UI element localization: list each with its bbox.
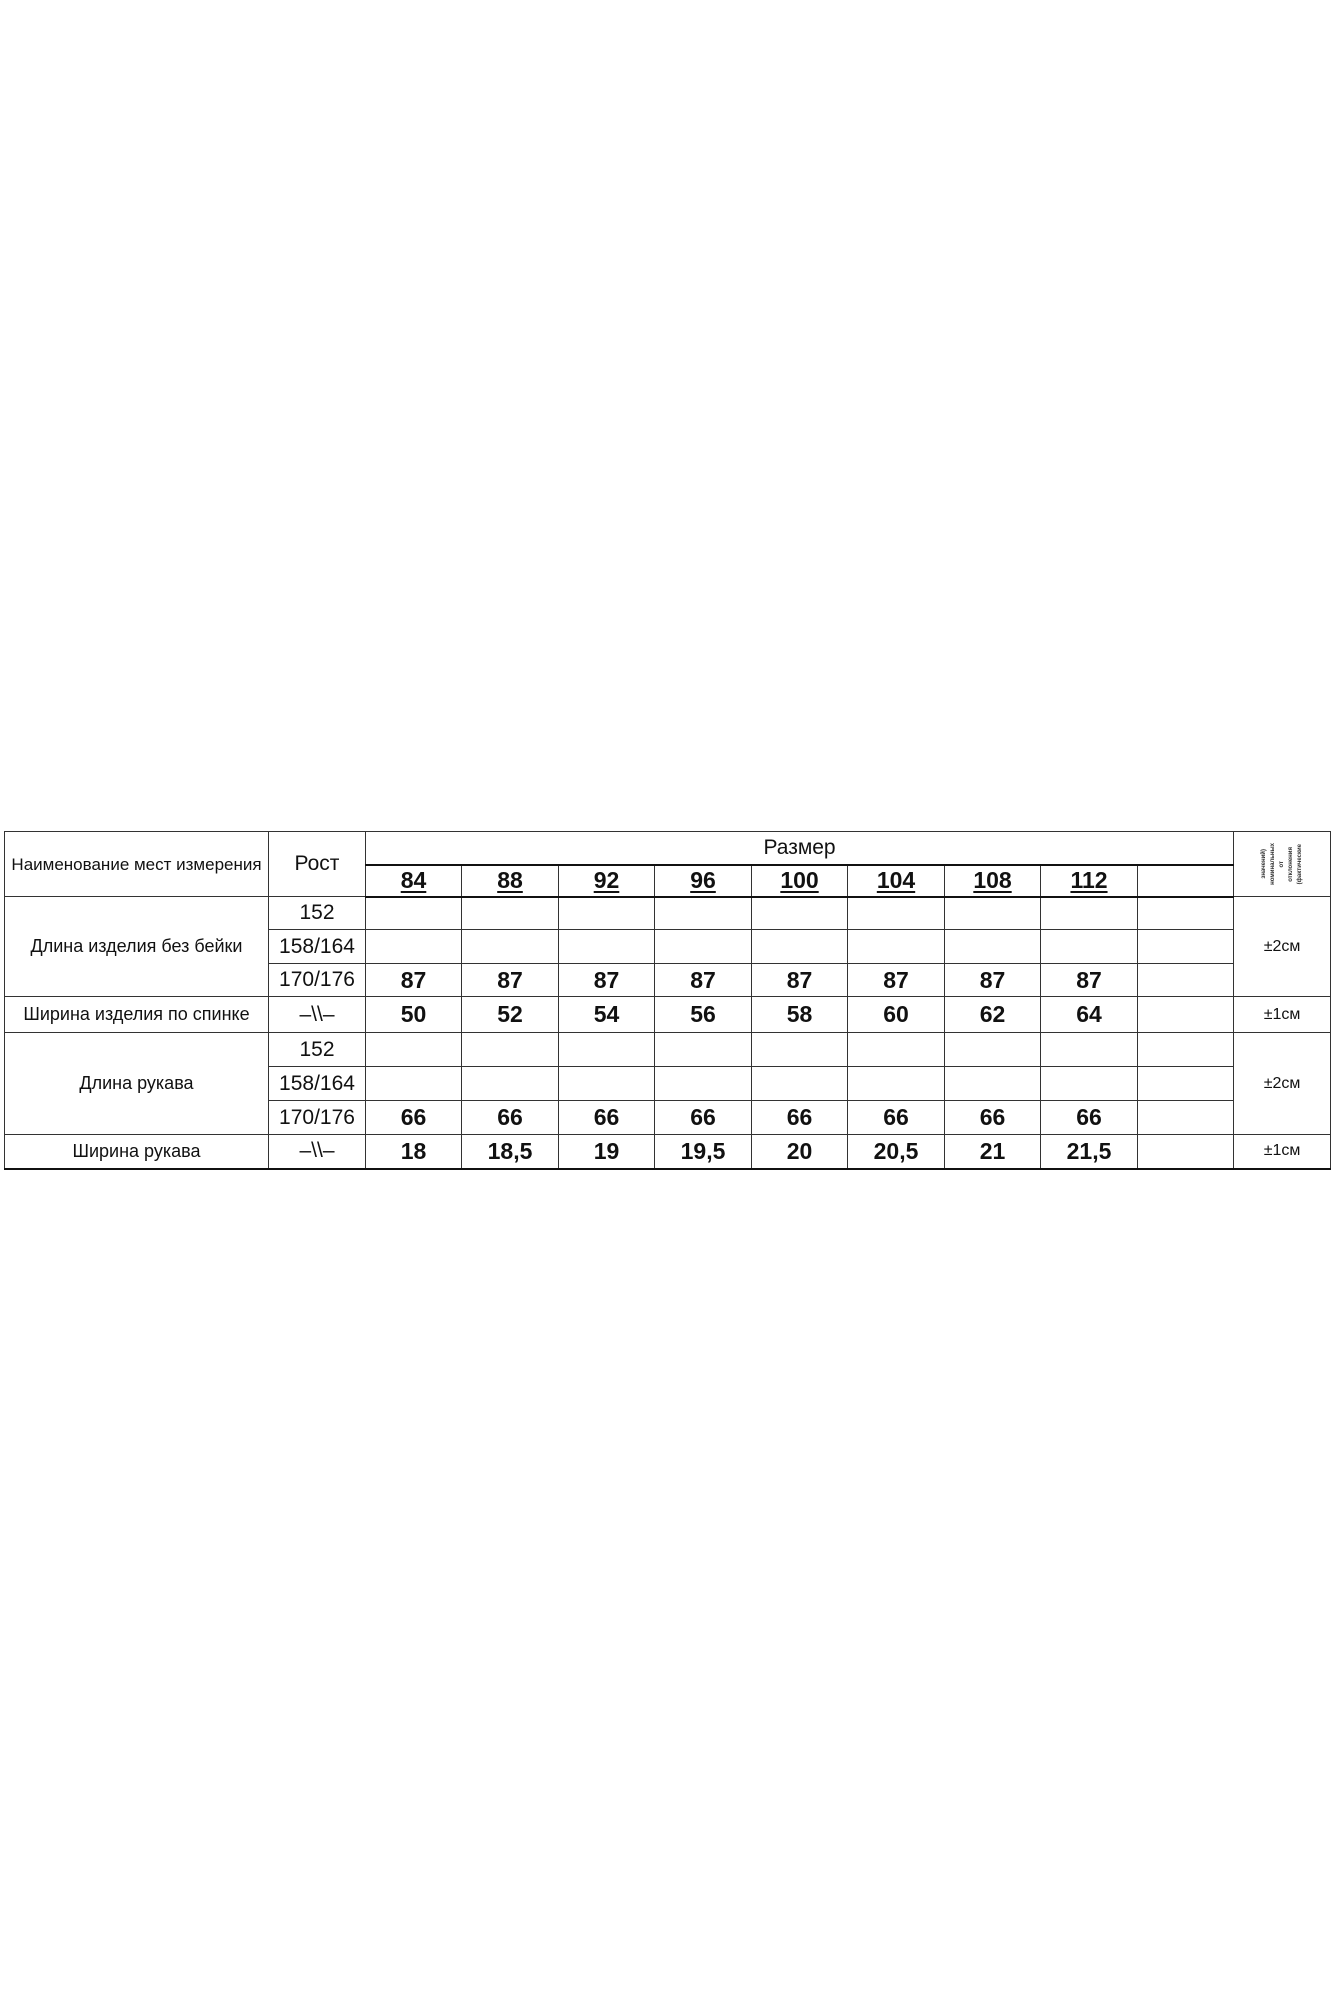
value-cell (752, 897, 848, 930)
size-92: 92 (559, 865, 655, 897)
sleeve-length-value: 66 (655, 1101, 752, 1135)
sleeve-width-value: 20,5 (848, 1135, 945, 1169)
value-cell (655, 897, 752, 930)
sleeve-width-value: 18 (366, 1135, 462, 1169)
value-cell (655, 1033, 752, 1067)
value-cell (1138, 964, 1234, 997)
sleeve-length-value: 66 (559, 1101, 655, 1135)
back-width-value: 50 (366, 997, 462, 1033)
value-cell (752, 1067, 848, 1101)
rost-170-176: 170/176 (269, 964, 366, 997)
value-cell (848, 1033, 945, 1067)
sleeve-length-value: 66 (366, 1101, 462, 1135)
header-tolerance (1234, 832, 1331, 897)
back-width-value: 64 (1041, 997, 1138, 1033)
value-cell (1138, 1101, 1234, 1135)
sleeve-width-value: 19 (559, 1135, 655, 1169)
value-cell (655, 930, 752, 964)
tolerance-line: значений) (1260, 849, 1267, 879)
size-84: 84 (366, 865, 462, 897)
length-value: 87 (655, 964, 752, 997)
sleeve-width-value: 19,5 (655, 1135, 752, 1169)
row-label-sleeve-width: Ширина рукава (5, 1135, 269, 1169)
rost-152: 152 (269, 897, 366, 930)
size-108: 108 (945, 865, 1041, 897)
value-cell (559, 1067, 655, 1101)
rost-ditto: –\\– (269, 997, 366, 1033)
sleeve-length-value: 66 (848, 1101, 945, 1135)
length-value: 87 (462, 964, 559, 997)
row-label-back-width: Ширина изделия по спинке (5, 997, 269, 1033)
row-label-sleeve-length: Длина рукава (5, 1033, 269, 1135)
sleeve-width-value: 21 (945, 1135, 1041, 1169)
value-cell (752, 930, 848, 964)
length-value: 87 (945, 964, 1041, 997)
length-value: 87 (1041, 964, 1138, 997)
value-cell (462, 1033, 559, 1067)
value-cell (848, 1067, 945, 1101)
back-width-value: 54 (559, 997, 655, 1033)
rost-152: 152 (269, 1033, 366, 1067)
tolerance-line: от (1278, 860, 1285, 868)
length-value: 87 (848, 964, 945, 997)
tolerance-line: (фактические (1296, 843, 1303, 885)
value-cell (1138, 997, 1234, 1033)
sleeve-width-value: 18,5 (462, 1135, 559, 1169)
header-measurement-name: Наименование мест измерения (5, 832, 269, 897)
header-height: Рост (269, 832, 366, 897)
value-cell (945, 897, 1041, 930)
value-cell (462, 1067, 559, 1101)
tolerance-line: отклонения (1287, 846, 1294, 882)
length-value: 87 (366, 964, 462, 997)
value-cell (366, 897, 462, 930)
tolerance-line: номинальных (1269, 843, 1276, 885)
rost-ditto: –\\– (269, 1135, 366, 1169)
row-label-length: Длина изделия без бейки (5, 897, 269, 997)
value-cell (366, 1033, 462, 1067)
value-cell (462, 930, 559, 964)
rost-170-176: 170/176 (269, 1101, 366, 1135)
value-cell (848, 930, 945, 964)
rost-158-164: 158/164 (269, 1067, 366, 1101)
size-112: 112 (1041, 865, 1138, 897)
value-cell (1138, 897, 1234, 930)
value-cell (366, 930, 462, 964)
sleeve-length-value: 66 (1041, 1101, 1138, 1135)
back-width-value: 60 (848, 997, 945, 1033)
back-width-value: 62 (945, 997, 1041, 1033)
value-cell (1041, 897, 1138, 930)
value-cell (559, 1033, 655, 1067)
back-width-value: 52 (462, 997, 559, 1033)
value-cell (1138, 1033, 1234, 1067)
rost-158-164: 158/164 (269, 930, 366, 964)
value-cell (1041, 1067, 1138, 1101)
size-96: 96 (655, 865, 752, 897)
value-cell (752, 1033, 848, 1067)
value-cell (1138, 930, 1234, 964)
size-104: 104 (848, 865, 945, 897)
value-cell (1138, 1067, 1234, 1101)
tolerance-sleeve-width: ±1см (1234, 1135, 1331, 1169)
value-cell (945, 1033, 1041, 1067)
sleeve-length-value: 66 (945, 1101, 1041, 1135)
sleeve-width-value: 20 (752, 1135, 848, 1169)
sleeve-width-value: 21,5 (1041, 1135, 1138, 1169)
value-cell (945, 930, 1041, 964)
sleeve-length-value: 66 (462, 1101, 559, 1135)
back-width-value: 58 (752, 997, 848, 1033)
sleeve-length-value: 66 (752, 1101, 848, 1135)
value-cell (655, 1067, 752, 1101)
value-cell (462, 897, 559, 930)
size-chart-table (4, 831, 1331, 1170)
tolerance-vertical-text (1234, 832, 1330, 896)
back-width-value: 56 (655, 997, 752, 1033)
size-100: 100 (752, 865, 848, 897)
length-value: 87 (752, 964, 848, 997)
size-88: 88 (462, 865, 559, 897)
value-cell (559, 897, 655, 930)
value-cell (366, 1067, 462, 1101)
header-size-group: Размер (366, 832, 1234, 865)
value-cell (559, 930, 655, 964)
value-cell (1041, 930, 1138, 964)
tolerance-length: ±2см (1234, 897, 1331, 997)
value-cell (1138, 1135, 1234, 1169)
value-cell (848, 897, 945, 930)
size-empty (1138, 865, 1234, 897)
value-cell (945, 1067, 1041, 1101)
tolerance-sleeve-length: ±2см (1234, 1033, 1331, 1135)
length-value: 87 (559, 964, 655, 997)
value-cell (1041, 1033, 1138, 1067)
tolerance-back-width: ±1см (1234, 997, 1331, 1033)
